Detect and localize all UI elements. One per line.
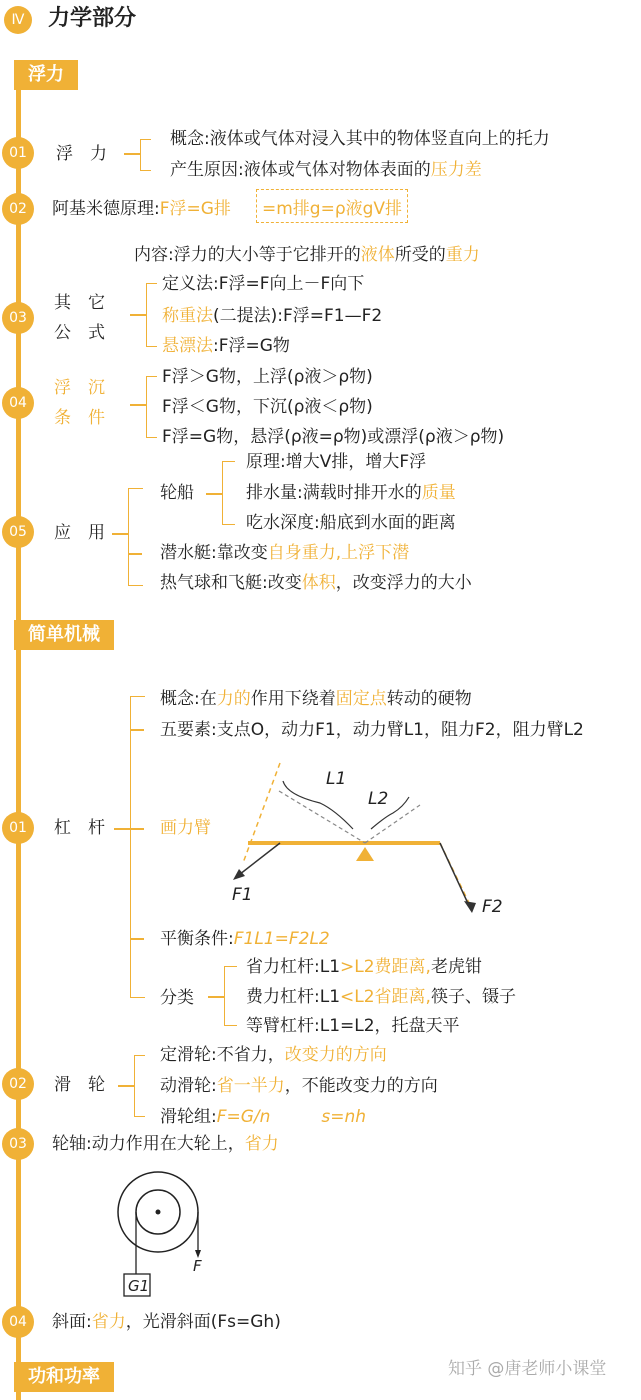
lever-concept: 概念:在力的作用下绕着固定点转动的硬物 bbox=[160, 689, 472, 709]
section-buoyancy: 浮力 bbox=[14, 60, 78, 90]
archimedes-text: 阿基米德原理:F浮=G排 bbox=[52, 199, 231, 219]
condition-rise: F浮＞G物，上浮(ρ液＞ρ物) bbox=[162, 367, 373, 387]
incline-text: 斜面:省力，光滑斜面(Fs=Gh) bbox=[52, 1312, 281, 1332]
wheel-axle-diagram bbox=[110, 1160, 220, 1300]
watermark: 知乎 @唐老师小课堂 bbox=[448, 1359, 607, 1379]
floating-method: 悬漂法:F浮=G物 bbox=[162, 336, 290, 356]
other-label: 公 式 bbox=[54, 323, 105, 343]
lever-diagram bbox=[225, 755, 505, 925]
balance-condition: 平衡条件:F1L1=F2L2 bbox=[160, 929, 330, 949]
equal-arm-lever: 等臂杠杆:L1=L2，托盘天平 bbox=[246, 1016, 460, 1036]
bracket bbox=[140, 139, 151, 171]
section-simple-machines: 简单机械 bbox=[14, 620, 114, 650]
ship-principle: 原理:增大V排，增大F浮 bbox=[246, 452, 427, 472]
timeline-spine bbox=[16, 60, 21, 1400]
submarine-text: 潜水艇:靠改变自身重力,上浮下潜 bbox=[160, 543, 410, 563]
archimedes-formula: =m排g=ρ液gV排 bbox=[262, 199, 403, 219]
page-title: 力学部分 bbox=[48, 6, 137, 31]
draw-arm-label: 画力臂 bbox=[160, 818, 211, 838]
item-number: 01 bbox=[2, 137, 34, 169]
condition-suspend: F浮=G物，悬浮(ρ液=ρ物)或漂浮(ρ液＞ρ物) bbox=[162, 427, 505, 447]
pulley-label: 滑 轮 bbox=[54, 1075, 105, 1095]
item-number: 04 bbox=[2, 387, 34, 419]
item-number: 02 bbox=[2, 1068, 34, 1100]
lever-five-elements: 五要素:支点O，动力F1，动力臂L1，阻力F2，阻力臂L2 bbox=[160, 720, 584, 740]
weighing-method: 称重法(二提法):F浮=F1—F2 bbox=[162, 306, 383, 326]
lever-label: 杠 杆 bbox=[54, 818, 105, 838]
pulley-block: 滑轮组:F=G/n s=nh bbox=[160, 1107, 367, 1127]
definition-method: 定义法:F浮=F向上－F向下 bbox=[162, 274, 365, 294]
ship-displacement: 排水量:满载时排开水的质量 bbox=[246, 483, 456, 503]
application-label: 应 用 bbox=[54, 523, 105, 543]
movable-pulley: 动滑轮:省一半力，不能改变力的方向 bbox=[160, 1076, 438, 1096]
force-saving-lever: 省力杠杆:L1>L2费距离,老虎钳 bbox=[246, 957, 482, 977]
balloon-text: 热气球和飞艇:改变体积，改变浮力的大小 bbox=[160, 573, 472, 593]
lever-F1: F1 bbox=[232, 885, 253, 905]
item-number: 02 bbox=[2, 193, 34, 225]
section-work-power: 功和功率 bbox=[14, 1362, 114, 1392]
other-label: 其 它 bbox=[54, 293, 105, 313]
wheel-axle-text: 轮轴:动力作用在大轮上，省力 bbox=[52, 1134, 279, 1154]
weight-G1: G1 bbox=[128, 1277, 150, 1295]
ship-draft: 吃水深度:船底到水面的距离 bbox=[246, 513, 456, 533]
cause-text: 产生原因:液体或气体对物体表面的压力差 bbox=[170, 160, 482, 180]
item-number: 04 bbox=[2, 1306, 34, 1338]
lever-L2: L2 bbox=[368, 789, 389, 809]
header-badge: Ⅳ bbox=[4, 6, 32, 34]
ship-label: 轮船 bbox=[160, 483, 194, 503]
sink-float-label: 条 件 bbox=[54, 408, 105, 428]
fixed-pulley: 定滑轮:不省力，改变力的方向 bbox=[160, 1045, 387, 1065]
condition-sink: F浮＜G物，下沉(ρ液＜ρ物) bbox=[162, 397, 373, 417]
lever-L1: L1 bbox=[326, 769, 347, 789]
sink-float-label: 浮 沉 bbox=[54, 378, 105, 398]
item-number: 01 bbox=[2, 812, 34, 844]
buoyancy-label: 浮 力 bbox=[56, 144, 107, 164]
item-number: 05 bbox=[2, 516, 34, 548]
classification-label: 分类 bbox=[160, 988, 194, 1008]
content-text: 内容:浮力的大小等于它排开的液体所受的重力 bbox=[134, 245, 480, 265]
item-number: 03 bbox=[2, 1128, 34, 1160]
concept-text: 概念:液体或气体对浸入其中的物体竖直向上的托力 bbox=[170, 129, 550, 149]
force-costing-lever: 费力杠杆:L1<L2省距离,筷子、镊子 bbox=[246, 987, 516, 1007]
lever-F2: F2 bbox=[482, 897, 503, 917]
item-number: 03 bbox=[2, 302, 34, 334]
force-F: F bbox=[193, 1257, 202, 1275]
